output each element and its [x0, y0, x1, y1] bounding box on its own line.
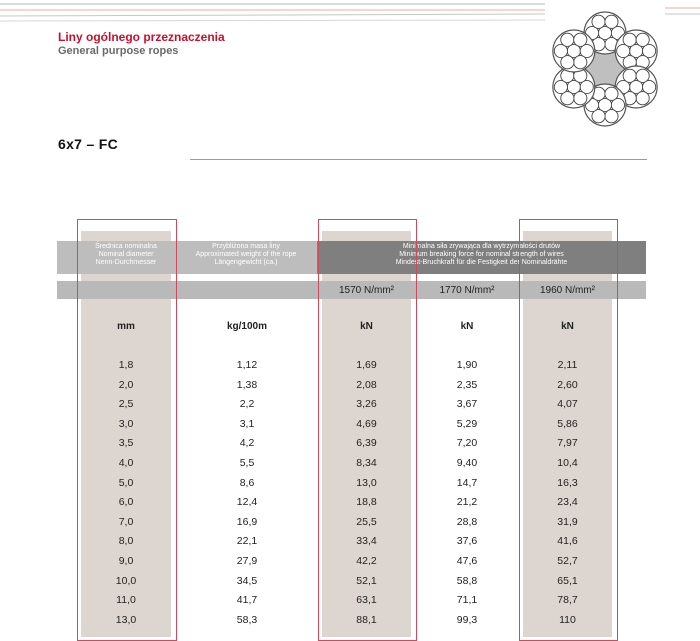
cell-force-1770: 2,35: [456, 378, 478, 391]
cell-force-1770: 47,6: [456, 555, 478, 567]
cell-weight: 5,5: [239, 457, 255, 469]
cell-force-1570: 25,5: [356, 515, 377, 528]
cell-force-1570: 1,69: [356, 359, 377, 371]
cell-weight: 2,2: [239, 398, 255, 411]
cell-diameter: 11,0: [116, 594, 136, 607]
table-row: [57, 532, 646, 551]
cell-force-1770: 58,8: [456, 574, 478, 587]
grade-1960: 1960 N/mm²: [539, 285, 595, 296]
cell-diameter: 10,0: [115, 574, 137, 587]
table-row: [57, 376, 646, 395]
rope-model-title: 6x7 – FC: [58, 136, 118, 152]
cell-diameter: 5,0: [118, 476, 134, 489]
cell-force-1570: 18,8: [356, 496, 377, 509]
cell-force-1770: 99,3: [456, 613, 478, 626]
cell-weight: 34,5: [236, 574, 258, 587]
table-row: [57, 474, 646, 493]
section-title-english: General purpose ropes: [58, 45, 179, 57]
cell-force-1770: 28,8: [456, 515, 478, 528]
cell-force-1570: 2,08: [356, 378, 377, 391]
table-row: [57, 493, 646, 512]
cell-diameter: 13,0: [115, 613, 137, 626]
cell-weight: 41,7: [236, 594, 258, 607]
header-weight: Przybliżona masa liny Approximated weight of the rope Längengewicht (ca.): [195, 243, 297, 266]
cell-force-1960: 65,1: [557, 574, 578, 587]
cell-force-1960: 2,11: [557, 359, 578, 371]
cell-force-1960: 52,7: [557, 555, 578, 567]
cell-diameter: 4,0: [118, 457, 134, 469]
rope-cross-section-icon: [545, 6, 665, 132]
cell-force-1570: 6,39: [356, 437, 377, 450]
cell-force-1570: 52,1: [356, 574, 377, 587]
grade-1570: 1570 N/mm²: [338, 285, 394, 296]
table-row: [57, 356, 646, 375]
section-title-polish: Liny ogólnego przeznaczenia: [58, 30, 225, 44]
cell-weight: 27,9: [236, 555, 258, 567]
cell-force-1960: 78,7: [557, 594, 578, 607]
cell-force-1960: 16,3: [557, 476, 578, 489]
cell-force-1770: 3,67: [456, 398, 478, 411]
cell-force-1570: 4,69: [356, 417, 377, 430]
cell-force-1770: 9,40: [456, 457, 478, 469]
cell-force-1770: 1,90: [456, 359, 478, 371]
cell-weight: 58,3: [236, 613, 258, 626]
cell-force-1770: 7,20: [456, 437, 478, 450]
cell-diameter: 8,0: [118, 535, 134, 548]
cell-force-1770: 71,1: [456, 594, 478, 607]
rope-spec-table: [57, 219, 646, 637]
title-divider: [190, 159, 647, 160]
cell-diameter: 3,0: [118, 417, 134, 430]
cell-force-1960: 7,97: [557, 437, 578, 450]
cell-force-1570: 63,1: [356, 594, 377, 607]
cell-force-1960: 4,07: [557, 398, 578, 411]
cell-force-1770: 14,7: [456, 476, 478, 489]
cell-force-1570: 42,2: [356, 555, 377, 567]
cell-force-1960: 31,9: [557, 515, 578, 528]
cell-force-1570: 88,1: [356, 613, 377, 626]
table-row: [57, 572, 646, 591]
cell-force-1770: 37,6: [456, 535, 478, 548]
cell-diameter: 2,5: [118, 398, 134, 411]
table-row: [57, 395, 646, 414]
cell-force-1770: 21,2: [456, 496, 478, 509]
unit-1960: kN: [561, 321, 574, 332]
cell-weight: 1,12: [236, 359, 258, 371]
header-diameter: Średnica nominalna Nominal diameter Nenn-Durchmesser: [95, 243, 157, 266]
cell-diameter: 3,5: [118, 437, 134, 450]
cell-weight: 4,2: [239, 437, 255, 450]
grade-1770: 1770 N/mm²: [439, 285, 495, 296]
table-row: [57, 552, 646, 571]
cell-weight: 8,6: [239, 476, 255, 489]
unit-1570: kN: [360, 321, 373, 332]
cell-weight: 22,1: [236, 535, 258, 548]
cell-force-1570: 3,26: [356, 398, 377, 411]
cell-diameter: 2,0: [118, 378, 134, 391]
table-row: [57, 454, 646, 473]
cell-weight: 16,9: [236, 515, 258, 528]
table-row: [57, 611, 646, 630]
cell-force-1960: 5,86: [557, 417, 578, 430]
cell-weight: 12,4: [236, 496, 258, 509]
cell-diameter: 1,8: [118, 359, 134, 371]
cell-force-1570: 13,0: [356, 476, 377, 489]
cell-force-1960: 110: [559, 613, 576, 626]
cell-force-1770: 5,29: [456, 417, 478, 430]
cell-diameter: 9,0: [118, 555, 134, 567]
cell-force-1960: 10,4: [557, 457, 578, 469]
cell-force-1960: 41,6: [557, 535, 578, 548]
cell-weight: 3,1: [239, 417, 255, 430]
cell-force-1570: 8,34: [356, 457, 377, 469]
cell-force-1960: 23,4: [557, 496, 578, 509]
table-row: [57, 513, 646, 532]
cell-weight: 1,38: [236, 378, 258, 391]
cell-diameter: 6,0: [118, 496, 134, 509]
unit-diameter: mm: [117, 321, 135, 332]
table-row: [57, 434, 646, 453]
unit-1770: kN: [460, 321, 474, 332]
cell-force-1570: 33,4: [356, 535, 377, 548]
table-row: [57, 591, 646, 610]
table-row: [57, 415, 646, 434]
cell-diameter: 7,0: [118, 515, 134, 528]
unit-weight: kg/100m: [226, 321, 268, 332]
header-breaking-force: Minimalna siła zrywająca dla wytrzymałości drutów Minimum breaking force for nominal strength of wires Mindest-Bruchkraft für die Festigkeit der Nominaldrähte: [395, 243, 568, 266]
cell-force-1960: 2,60: [557, 378, 578, 391]
